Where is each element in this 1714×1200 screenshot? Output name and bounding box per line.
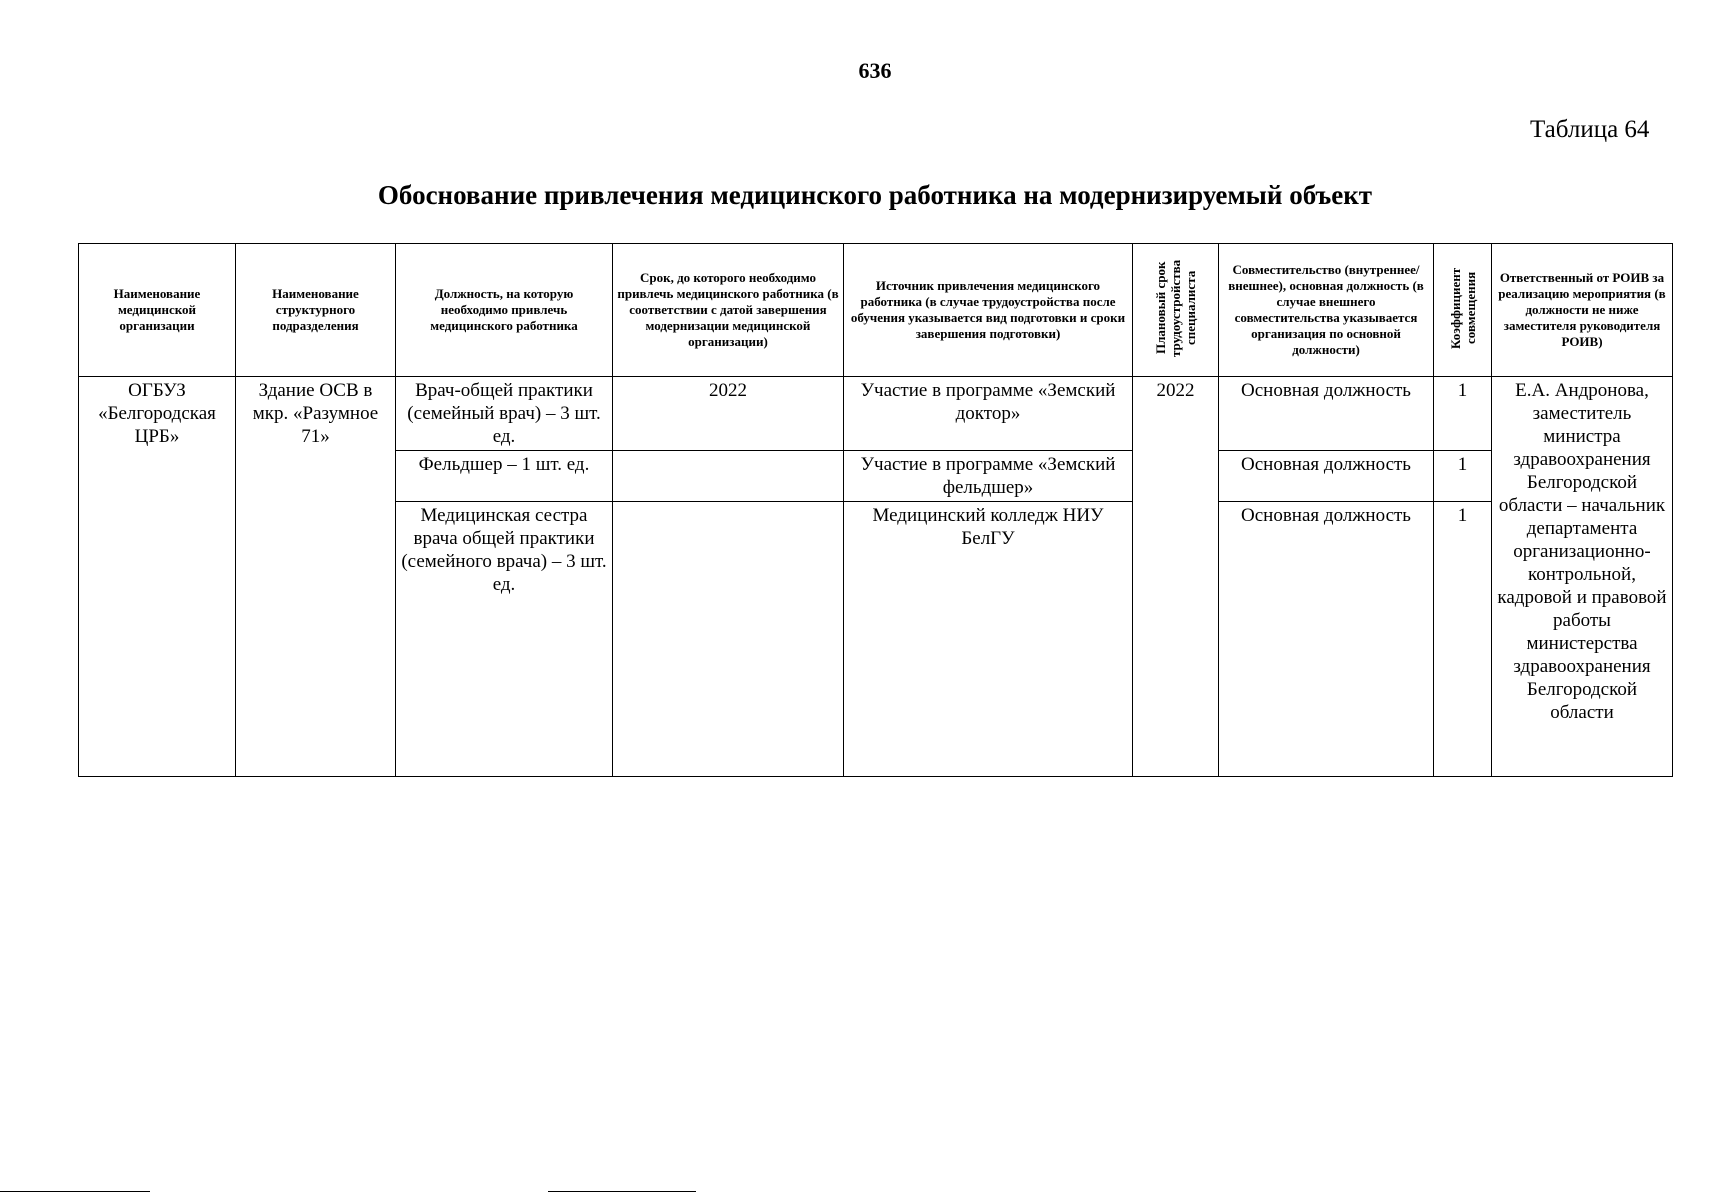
cell-organization: ОГБУЗ «Белгородская ЦРБ» (79, 377, 236, 777)
cell-planned-term: 2022 (1133, 377, 1219, 777)
header-employment: Совместительство (внутреннее/ внешнее), основная должность (в случае внешнего совместительства указывается организация по основной должности) (1219, 244, 1434, 377)
cell-source: Участие в программе «Земский доктор» (844, 377, 1133, 451)
cell-coefficient: 1 (1434, 502, 1492, 777)
cell-subdivision: Здание ОСВ в мкр. «Разумное 71» (236, 377, 396, 777)
table-label: Таблица 64 (1530, 116, 1650, 143)
cell-position: Врач-общей практики (семейный врач) – 3 шт. ед. (396, 377, 613, 451)
page-number: 636 (858, 58, 892, 83)
header-subdivision: Наименование структурного подразделения (236, 244, 396, 377)
cell-responsible: Е.А. Андронова, заместитель министра здравоохранения Белгородской области – начальник департамента организационно-контрольной, кадровой и правовой работы министерства здравоохранения Белгородской области (1492, 377, 1673, 777)
cell-employment: Основная должность (1219, 502, 1434, 777)
header-source: Источник привлечения медицинского работника (в случае трудоустройства после обучения указывается вид подготовки и сроки завершения подготовки) (844, 244, 1133, 377)
footer-rule-left (0, 1191, 150, 1192)
cell-deadline: 2022 (613, 377, 844, 451)
header-deadline: Срок, до которого необходимо привлечь медицинского работника (в соответствии с датой завершения модернизации медицинской организации) (613, 244, 844, 377)
cell-coefficient: 1 (1434, 451, 1492, 502)
cell-employment: Основная должность (1219, 451, 1434, 502)
header-planned-term (1133, 244, 1219, 377)
header-position: Должность, на которую необходимо привлечь медицинского работника (396, 244, 613, 377)
document-title: Обоснование привлечения медицинского работника на модернизируемый объект (377, 180, 1373, 210)
cell-employment: Основная должность (1219, 377, 1434, 451)
cell-source: Медицинский колледж НИУ БелГУ (844, 502, 1133, 777)
header-planned-term-text: Плановый срок трудоустройства специалиста (1153, 259, 1198, 357)
header-coefficient-text: Коэффициент совмещения (1447, 267, 1478, 349)
header-responsible: Ответственный от РОИВ за реализацию мероприятия (в должности не ниже заместителя руководителя РОИВ) (1492, 244, 1673, 377)
cell-coefficient: 1 (1434, 377, 1492, 451)
footer-rule-right (548, 1191, 696, 1192)
header-coefficient (1434, 244, 1492, 377)
header-organization: Наименование медицинской организации (79, 244, 236, 377)
cell-position: Фельдшер – 1 шт. ед. (396, 451, 613, 502)
cell-deadline (613, 502, 844, 777)
table-row (79, 377, 1673, 451)
justification-table (78, 243, 1673, 777)
cell-deadline (613, 451, 844, 502)
table-header-row (79, 244, 1673, 377)
cell-position: Медицинская сестра врача общей практики (семейного врача) – 3 шт. ед. (396, 502, 613, 777)
cell-source: Участие в программе «Земский фельдшер» (844, 451, 1133, 502)
